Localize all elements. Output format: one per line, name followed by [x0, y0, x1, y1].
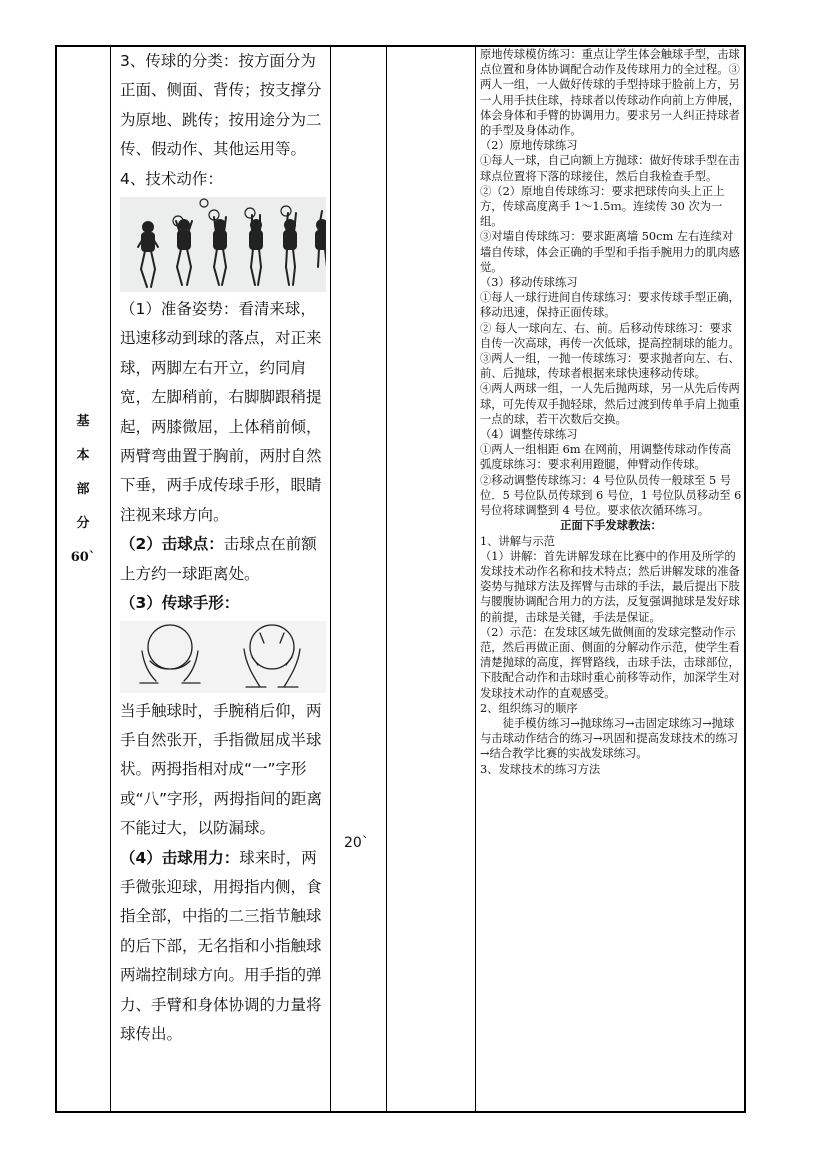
hand-shape-label: （3）传球手形：	[120, 594, 240, 613]
method-line: ③对墙自传球练习：要求距离墙 50cm 左右连续对墙自传球，体会正确的手型和手指手腕用力的肌肉感觉。	[480, 230, 740, 274]
section-char: 本	[76, 448, 90, 463]
hand-shape-paragraph: 当手触球时，手腕稍后仰，两手自然张开，手指微屈成半球状。两拇指相对成“一”字形或“八”字形，两拇指间的距离不能过大，以防漏球。	[120, 701, 323, 838]
force-text: 球来时，两手微张迎球，用拇指内侧，食指全部，中指的二三指节触球的后下部，无名指和小指触球两端控制球方向。用手指的弹力、手臂和身体协调的力量将球传出。	[120, 848, 322, 1043]
classification-paragraph: 3、传球的分类：按方面分为正面、侧面、背传；按支撑分为原地、跳传；按用途分为二传、假动作、其他运用等。	[120, 52, 322, 159]
method-line: ②（2）原地自传球练习：要求把球传向头上正上方，传球高度离手 1～1.5ｍ。连续传 30 次为一组。	[480, 184, 725, 229]
force-label: （4）击球用力：	[120, 848, 240, 867]
ready-position-paragraph	[120, 295, 326, 530]
hit-point-text: 击球点在前额上方约一球距离处。	[120, 535, 317, 583]
column-divider	[475, 45, 476, 1113]
column-divider	[110, 45, 111, 1113]
passing-sequence-illustration	[120, 197, 326, 292]
method-line: ② 每人一球向左、右、前。后移动传球练习：要求自传一次高球，再传一次低球，提高控制球的能力。③两人一组，一抛一传球练习：要求抛者向左、右、前、后抛球，传球者根据来球快速移动传球。	[480, 321, 740, 381]
ready-position-label: （1）	[120, 300, 161, 319]
theory-column	[120, 47, 326, 1049]
hand-shape-heading	[120, 589, 326, 618]
hand-shape-illustration	[120, 621, 326, 693]
method-line: 3、发球技术的练习方法	[480, 762, 601, 776]
method-line: 2、组织练习的顺序	[480, 701, 578, 715]
section-char: 分	[76, 516, 90, 531]
method-line: （1）讲解：首先讲解发球在比赛中的作用及所学的发球技术动作名称和技术特点；然后讲解发球的准备姿势与抛球方法及挥臂与击球的手法，最后提出下肢与腰腹协调配合用力的方法，反复强调抛球是发好球的前提，击球是关键，手法是保证。	[480, 549, 740, 624]
time-allocation: 20`	[344, 835, 369, 851]
method-line: （4）调整传球练习	[480, 428, 578, 442]
serve-teaching-heading: 正面下手发球教法：	[560, 518, 662, 533]
method-line: ②移动调整传球练习：4 号位队员传一般球至 5 号位．5 号位队员传球到 6 号位，1 号位队员移动至 6 号位将球调整到 4 号位。要求依次循环练习。	[480, 473, 742, 518]
method-line: 原地传球模仿练习：重点让学生体会触球手型，击球点位置和身体协调配合动作及传球用力的全过程。③两人一组，一人做好传球的手型持球于脸前上方，另一人用手扶住球，持球者以传球动作向前上方伸展，体会身体和手臂的协调用力。要求另一人纠正持球者的手型及身体动作。	[480, 48, 740, 138]
section-char: 基	[76, 414, 90, 429]
column-divider	[386, 45, 387, 1113]
method-line: ①每人一球，自己向额上方抛球：做好传球手型在击球点位置将下落的球接住，然后自我检查手型。	[480, 154, 740, 183]
method-line: ①每人一球行进间自传球练习：要求传球手型正确，移动迅速，保持正面传球。	[480, 291, 740, 320]
method-line: （3）移动传球练习	[480, 276, 578, 290]
method-line: ④两人两球一组，一人先后抛两球，另一从先后传两球，可先传双手抛轻球，然后过渡到传单手肩上抛重一点的球，若干次数后交换。	[480, 382, 740, 426]
section-time: 60`	[70, 550, 96, 565]
force-paragraph	[120, 844, 326, 1050]
method-line: （2）原地传球练习	[480, 139, 578, 153]
method-line: （2）示范：在发球区域先做侧面的发球完整动作示范，然后再做正面、侧面的分解动作示范，使学生看清楚抛球的高度，挥臂路线，击球手法，击球部位，下肢配合动作和击球时重心前移等动作，加深学生对发球技术动作的直观感受。	[480, 625, 740, 700]
method-line: 1、讲解与示范	[480, 534, 555, 548]
method-line: ①两人一组相距 6m 在网前，用调整传球动作传高弧度球练习：要求利用蹬腿，伸臂动作传球。	[480, 443, 732, 472]
column-divider	[330, 45, 331, 1113]
section-char: 部	[76, 482, 90, 497]
methods-column	[480, 47, 742, 777]
technique-heading: 4、技术动作：	[120, 169, 223, 188]
ready-position-text: 准备姿势：看清来球，迅速移动到球的落点，对正来球，两脚左右开立，约同肩宽，左脚稍前，右脚脚跟稍提起，两膝微屈，上体稍前倾，两臂弯曲置于胸前，两肘自然下垂，两手成传球手形，眼睛注视来球方向。	[120, 300, 322, 524]
hit-point-label: （2）击球点：	[120, 535, 224, 554]
method-line: 徒手模仿练习→抛球练习→击固定球练习→抛球与击球动作结合的练习→巩固和提高发球技术的练习→结合教学比赛的实战发球练习。	[480, 716, 738, 761]
hit-point-paragraph	[120, 530, 326, 589]
section-label	[57, 405, 109, 575]
